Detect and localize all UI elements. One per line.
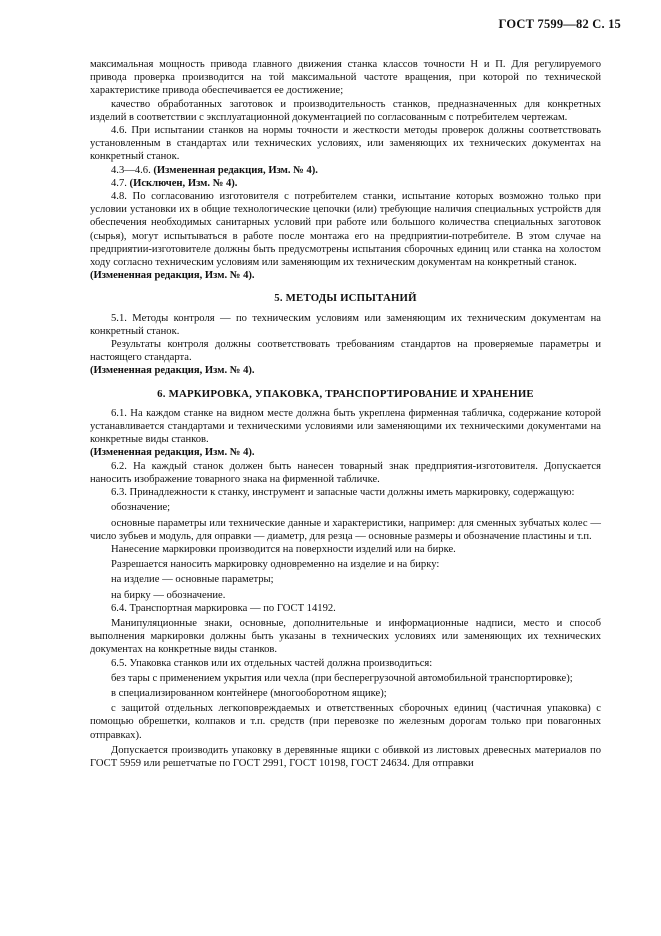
paragraph: качество обработанных заготовок и производительность станков, предназначенных для конкретных изделий в соответствии с эксплуатационной документацией по согласованным с потребителем чертежам.	[90, 98, 601, 123]
clause-number: 4.7.	[111, 177, 127, 189]
paragraph: Манипуляционные знаки, основные, дополнительные и информационные надписи, место и способ выполнения маркировки должны быть указаны в технических условиях или заменяющих их технических документах на конкретные виды станков.	[90, 617, 601, 656]
paragraph: основные параметры или технические данные и характеристики, например: для сменных зубчатых колес — число зубьев и модуль, для оправки — диаметр, для резца — основные размеры и обозначение пластины и т.п.	[90, 517, 601, 542]
amendment-note: (Измененная редакция, Изм. № 4).	[90, 270, 255, 282]
paragraph: 6.1. На каждом станке на видном месте должна быть укреплена фирменная табличка, содержание которой устанавливается стандартами и техническими условиями или заменяющими их техническими документами на конкретные виды станков.	[90, 407, 601, 446]
amendment-text: (Измененная редакция, Изм. № 4).	[153, 164, 318, 176]
amendment-note	[90, 177, 601, 190]
paragraph: 5.1. Методы контроля — по техническим условиям или заменяющим их техническим документам на конкретный станок.	[90, 312, 601, 337]
page-header: ГОСТ 7599—82 С. 15	[498, 17, 621, 31]
clause-number: 4.3—4.6.	[111, 164, 151, 176]
paragraph: Разрешается наносить маркировку одновременно на изделие и на бирку:	[111, 559, 440, 571]
paragraph: Результаты контроля должны соответствовать требованиям стандартов на проверяемые параметры и настоящего стандарта.	[90, 339, 601, 364]
amendment-text: (Исключен, Изм. № 4).	[129, 177, 238, 189]
paragraph: на бирку — обозначение.	[111, 589, 226, 601]
amendment-note: (Измененная редакция, Изм. № 4).	[90, 365, 255, 377]
document-body	[90, 58, 601, 770]
paragraph: Допускается производить упаковку в деревянные ящики с обивкой из листовых древесных материалов по ГОСТ 5959 или решетчатые по ГОСТ 2991, ГОСТ 10198, ГОСТ 24634. Для отправки	[90, 744, 601, 769]
paragraph: обозначение;	[111, 502, 171, 514]
paragraph: 4.6. При испытании станков на нормы точности и жесткости методы проверок должны соответствовать установленным в стандартах или технических условиях, или заменяющих их технических документах на конкретный станок.	[90, 125, 601, 163]
amendment-note	[90, 164, 601, 177]
paragraph: Нанесение маркировки производится на поверхности изделий или на бирке.	[111, 543, 456, 555]
amendment-note: (Измененная редакция, Изм. № 4).	[90, 447, 255, 459]
paragraph: 6.4. Транспортная маркировка — по ГОСТ 14192.	[111, 602, 336, 614]
paragraph: 6.5. Упаковка станков или их отдельных частей должна производиться:	[111, 657, 433, 669]
section-heading: 6. МАРКИРОВКА, УПАКОВКА, ТРАНСПОРТИРОВАНИЕ И ХРАНЕНИЕ	[157, 387, 534, 400]
paragraph: максимальная мощность привода главного движения станка классов точности Н и П. Для регулируемого привода проверка производится на той максимальной частоте вращения, при которой по технической характеристике привода обеспечивается ее достижение;	[90, 59, 601, 97]
paragraph: 6.3. Принадлежности к станку, инструмент и запасные части должны иметь маркировку, содержащую:	[111, 487, 575, 499]
paragraph: без тары с применением укрытия или чехла (при бесперегрузочной автомобильной транспортировке);	[111, 672, 573, 684]
section-heading: 5. МЕТОДЫ ИСПЫТАНИЙ	[274, 292, 417, 305]
paragraph: 4.8. По согласованию изготовителя с потребителем станки, испытание которых возможно только при условии установки их в общие технологические цепочки (или) требующие наличия специальных устройств для обеспечения необходимых санитарных условий при работе или большого количества специальных заготовок (сырья), могут испытываться в работе после монтажа его на предприятии-потребителе. В этом случае на предприятии-изготовителе должны быть предусмотрены испытания сборочных единиц или станка на холостом ходу согласно техническим условиям или заменяющим их техническим документам на конкретный станок.	[90, 191, 601, 269]
paragraph: 6.2. На каждый станок должен быть нанесен товарный знак предприятия-изготовителя. Допускается наносить изображение товарного знака на фирменной табличке.	[90, 460, 601, 485]
paragraph: на изделие — основные параметры;	[111, 574, 274, 586]
paragraph: в специализированном контейнере (многооборотном ящике);	[111, 687, 387, 699]
paragraph: с защитой отдельных легкоповреждаемых и ответственных сборочных единиц (частичная упаковка) с помощью обрешетки, колпаков и т.п. средств (при перевозке по железным дорогам только при повагонных отправках).	[90, 703, 601, 741]
